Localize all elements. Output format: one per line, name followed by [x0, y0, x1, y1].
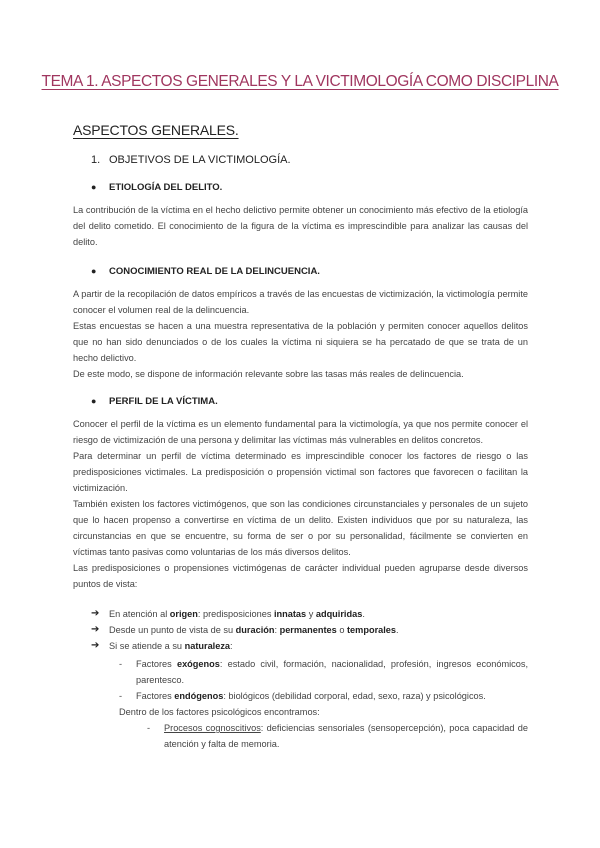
arrow-right-icon: ➔ [91, 640, 100, 651]
paragraph-text: A partir de la recopilación de datos empíricos a través de las encuestas de victimización, la victimología permite conocer el volumen real de la delincuencia. [73, 289, 528, 315]
sub-list-item: - Factores endógenos: biológicos (debilidad corporal, edad, sexo, raza) y psicológicos. [91, 688, 528, 704]
heading-objetivos [91, 154, 291, 166]
bullet-icon: ● [91, 396, 97, 406]
predisposition-list [91, 606, 528, 752]
heading-number: 1. [91, 154, 101, 166]
bullet-heading-text: PERFIL DE LA VÍCTIMA. [109, 396, 218, 407]
paragraph-text: Las predisposiciones o propensiones victimógenas de carácter individual pueden agruparse desde diversos puntos de vista: [73, 563, 528, 589]
arrow-right-icon: ➔ [91, 624, 100, 635]
list-item: ➔ En atención al origen: predisposiciones innatas y adquiridas. [91, 606, 528, 622]
paragraph-etiologia [73, 202, 528, 250]
list-item: ➔ Si se atiende a su naturaleza: [91, 638, 528, 654]
sub-list-heading: Dentro de los factores psicológicos encontramos: [119, 707, 320, 717]
bullet-icon: ● [91, 266, 97, 276]
paragraph-text: Para determinar un perfil de víctima determinado es imprescindible conocer los factores de riesgo o las predisposiciones victimales. La predisposición o propensión victimal son factores que favorecen o facilitan la victimización. [73, 451, 528, 493]
bullet-heading-conocimiento [91, 266, 320, 277]
bullet-heading-text: ETIOLOGÍA DEL DELITO. [109, 182, 223, 193]
bullet-heading-text: CONOCIMIENTO REAL DE LA DELINCUENCIA. [109, 266, 320, 277]
bullet-heading-perfil [91, 396, 218, 407]
list-item: ➔ Desde un punto de vista de su duración: permanentes o temporales. [91, 622, 528, 638]
paragraph-text: La contribución de la víctima en el hecho delictivo permite obtener un conocimiento más efectivo de la etiología del delito cometido. El conocimiento de la figura de la víctima es imprescindible para analizar las causas del delito. [73, 205, 528, 247]
sub-list-item: - Procesos cognoscitivos: deficiencias sensoriales (sensopercepción), poca capacidad de atención y falta de memoria. [91, 720, 528, 752]
document-title: TEMA 1. ASPECTOS GENERALES Y LA VICTIMOLOGÍA COMO DISCIPLINA [41, 73, 559, 90]
sub-list-item: - Factores exógenos: estado civil, formación, nacionalidad, profesión, ingresos económicos, parentesco. [91, 656, 528, 688]
dash-marker: - [119, 691, 123, 701]
paragraph-perfil [73, 416, 528, 592]
bullet-icon: ● [91, 182, 97, 192]
dash-marker: - [147, 723, 151, 733]
paragraph-text: Estas encuestas se hacen a una muestra representativa de la población y permiten conocer aquellos delitos que no han sido denunciados o de los cuales la víctima ni siquiera se ha percatado de que se trata de un hecho delictivo. [73, 321, 528, 363]
bullet-heading-etiologia [91, 182, 222, 193]
paragraph-conocimiento [73, 286, 528, 382]
dash-marker: - [119, 659, 123, 669]
paragraph-text: De este modo, se dispone de información relevante sobre las tasas más reales de delincuencia. [73, 369, 464, 379]
paragraph-text: Conocer el perfil de la víctima es un elemento fundamental para la victimología, ya que nos permite conocer el riesgo de victimización de una persona y delimitar las víctimas más vulnerables en delitos concretos. [73, 419, 528, 445]
section-title: ASPECTOS GENERALES. [73, 122, 239, 138]
arrow-right-icon: ➔ [91, 608, 100, 619]
heading-text: OBJETIVOS DE LA VICTIMOLOGÍA. [109, 154, 291, 166]
paragraph-text: También existen los factores victimógenos, que son las condiciones circunstanciales y personales de un sujeto que lo hacen propenso a convertirse en víctima de un delito. Existen individuos que por su naturaleza, las circunstancias en que se encuentre, su forma de ser o por su personalidad, fácilmente se convierten en víctimas tanto pasivas como voluntarias de los más diversos delitos. [73, 499, 528, 557]
